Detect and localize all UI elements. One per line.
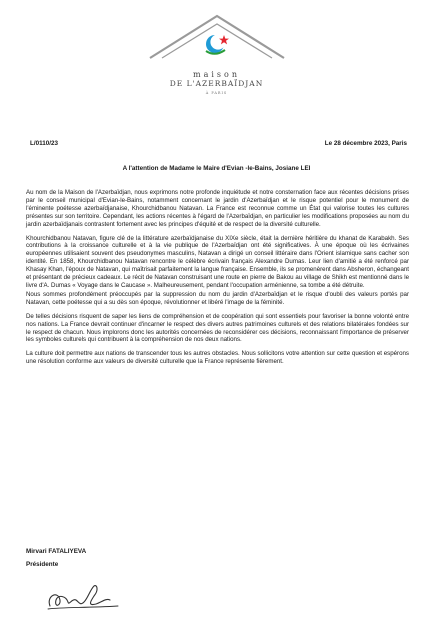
logo-line-maison: maison	[193, 70, 240, 79]
logo-line-paris: À PARIS	[205, 91, 228, 95]
paragraph-1: Au nom de la Maison de l'Azerbaïdjan, nous exprimons notre profonde inquiétude et notre consternation face aux récentes décisions prises par le conseil municipal d'Evian-le-Bains, notamment concernant le jardin d'Azerbaïdjan et le risque potentiel pour le monument de l'éminente poétesse azerbaïdjanaise, Khourchidbanou Natavan. La France est reconnue comme un État qui valorise toutes les cultures présentes sur son territoire. Cependant, les actions récentes à l'égard de l'Azerbaïdjan, en particulier les modifications proposées au nom du jardin azerbaïdjanais contrastent fortement avec les principes d'équité et de respect de la diversité culturelle.	[26, 189, 409, 228]
letter-date: Le 28 décembre 2023, Paris	[324, 140, 407, 147]
logo-line-azerbaidjan: DE L'AZERBAÏDJAN	[169, 79, 264, 88]
letter-reference: L/0110/23	[30, 140, 59, 147]
house-crescent-icon	[142, 2, 292, 72]
handwritten-signature-icon	[44, 576, 124, 614]
letter-recipient: A l'attention de Madame le Maire d'Evian -le-Bains, Josiane LEI	[122, 165, 311, 172]
maison-azerbaidjan-logo	[0, 2, 433, 102]
paragraph-5: La culture doit permettre aux nations de transcender tous les autres obstacles. Nous sollicitons votre attention sur cette question et espérons une résolution conforme aux valeurs de diversité culturelle que la France représente fièrement.	[26, 350, 409, 366]
signatory-name: Mirvari FATALIYEVA	[26, 548, 87, 555]
signatory-title: Présidente	[26, 561, 59, 568]
paragraph-4: De telles décisions risquent de saper les liens de compréhension et de coopération qui sont essentiels pour favoriser la bonne volonté entre nos nations. La France devrait continuer d'incarner le respect des divers autres patrimoines culturels et des relations bilatérales fondées sur le respect de chacun. Nous implorons donc les autorités concernées de reconsidérer ces décisions, reconnaissant l'importance de préserver les symboles culturels qui contribuent à la compréhension de nos deux nations.	[26, 312, 409, 344]
letter-body	[26, 189, 409, 367]
paragraph-3: Nous sommes profondément préoccupés par la suppression du nom du jardin d'Azerbaïdjan et le risque d'oubli des valeurs portés par Natavan, cette poétesse qui a su dès son époque, révolutionner et libéré l'image de la féminité.	[26, 290, 409, 306]
paragraph-2: Khourchidbanou Natavan, figure clé de la littérature azerbaïdjanaise du XIXe siècle, était la dernière héritière du khanat de Karabakh. Ses contributions à la croissance culturelle et à la vie publique de l'Azerbaïdjan ont été significatives. À une époque où les écrivaines européennes utilisaient souvent des pseudonymes masculins, Natavan a dirigé un conseil littéraire dans l'Orient islamique sans cacher son identité. En 1858, Khourchidbanou Natavan rencontre le célèbre écrivain français Alexandre Dumas. Leur lien d'amitié a été renforcé par Khasay Khan, l'époux de Natavan, qui maîtrisait parfaitement la langue française. Ensemble, ils se promenèrent dans Absheron, échangeant et présentant de précieux cadeaux. Le récit de Natavan construisant une route en pierre de Bakou au village de Shikh est mentionné dans le livre d'A. Dumas « Voyage dans le Caucase ». Malheureusement, pendant l'occupation arménienne, sa tombe a été détruite.	[26, 234, 409, 289]
